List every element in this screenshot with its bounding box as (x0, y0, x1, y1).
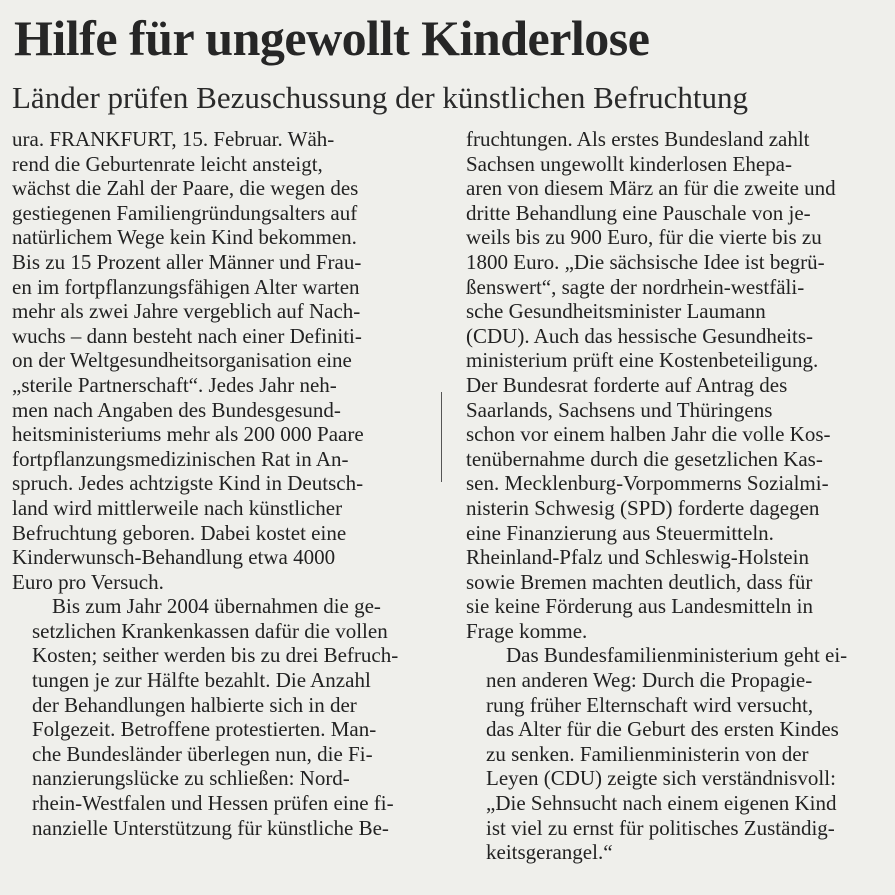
text-line: das Alter für die Geburt des ersten Kindes (486, 717, 839, 742)
text-line: Folgezeit. Betroffene protestierten. Man- (32, 717, 377, 742)
text-line: weils bis zu 900 Euro, für die vierte bis zu (466, 225, 822, 250)
text-line: schon vor einem halben Jahr die volle Kos- (466, 422, 831, 447)
column-rule (441, 392, 442, 482)
text-line: zu senken. Familienministerin von der (486, 741, 809, 766)
text-line: Frage komme. (466, 618, 588, 643)
subheadline: Länder prüfen Bezuschussung der künstlichen Befruchtung (12, 80, 749, 115)
text-line: ist viel zu ernst für politisches Zuständig- (486, 815, 835, 840)
text-line: dritte Behandlung eine Pauschale von je- (466, 200, 811, 225)
text-line: eine Finanzierung aus Steuermitteln. (466, 520, 774, 545)
text-line: heitsministeriums mehr als 200 000 Paare (12, 422, 364, 447)
text-line: natürlichem Wege kein Kind bekommen. (12, 225, 357, 250)
text-line: Der Bundesrat forderte auf Antrag des (466, 372, 788, 397)
text-line: ßenswert“, sagte der nordrhein-westfäli- (466, 274, 805, 299)
text-line: nanzielle Unterstützung für künstliche Be- (32, 815, 389, 840)
text-line: rhein-Westfalen und Hessen prüfen eine fi- (32, 791, 394, 816)
text-line: sie keine Förderung aus Landesmitteln in (466, 594, 814, 619)
text-line: Befruchtung geboren. Dabei kostet eine (12, 520, 347, 545)
text-line: sche Gesundheitsminister Laumann (466, 299, 766, 324)
text-line: Rheinland-Pfalz und Schleswig-Holstein (466, 545, 809, 570)
text-line: mehr als zwei Jahre vergeblich auf Nach- (12, 299, 361, 324)
text-line: „Die Sehnsucht nach einem eigenen Kind (486, 791, 837, 816)
text-line: land wird mittlerweile nach künstlicher (12, 495, 343, 520)
text-line: tungen je zur Hälfte bezahlt. Die Anzahl (32, 668, 371, 693)
article-paragraph (466, 127, 886, 643)
text-line: on der Weltgesundheitsorganisation eine (12, 348, 352, 373)
text-line: 1800 Euro. „Die sächsische Idee ist begrü- (466, 249, 825, 274)
text-line: sen. Mecklenburg-Vorpommerns Sozialmi- (466, 471, 829, 496)
text-line: Euro pro Versuch. (12, 569, 164, 594)
text-line: (CDU). Auch das hessische Gesundheits- (466, 323, 814, 348)
text-line: Sachsen ungewollt kinderlosen Ehepa- (466, 151, 792, 176)
text-line: nen anderen Weg: Durch die Propagie- (486, 668, 813, 693)
text-line: der Behandlungen halbierte sich in der (32, 692, 357, 717)
text-line: Kosten; seither werden bis zu drei Befruch- (32, 643, 399, 668)
text-line: „sterile Partnerschaft“. Jedes Jahr neh- (12, 372, 337, 397)
text-line: Kinderwunsch-Behandlung etwa 4000 (12, 545, 336, 570)
text-line: tenübernahme durch die gesetzlichen Kas- (466, 446, 823, 471)
text-line: en im fortpflanzungsfähigen Alter warten (12, 274, 360, 299)
text-line: wächst die Zahl der Paare, die wegen des (12, 176, 359, 201)
article-paragraph (12, 594, 437, 840)
text-line: men nach Angaben des Bundesgesund- (12, 397, 341, 422)
text-line: Saarlands, Sachsens und Thüringens (466, 397, 773, 422)
article-column-left (12, 127, 437, 840)
text-line: aren von diesem März an für die zweite und (466, 176, 836, 201)
text-line: rung früher Elternschaft wird versucht, (486, 692, 814, 717)
text-line: setzlichen Krankenkassen dafür die vollen (32, 618, 388, 643)
article-column-right (466, 127, 886, 865)
text-line: Bis zum Jahr 2004 übernahmen die ge- (52, 594, 381, 619)
text-line: gestiegenen Familiengründungsalters auf (12, 200, 358, 225)
headline: Hilfe für ungewollt Kinderlose (14, 10, 650, 66)
text-line: ura. FRANKFURT, 15. Februar. Wäh- (12, 127, 335, 151)
text-line: fortpflanzungsmedizinischen Rat in An- (12, 446, 349, 471)
text-line: rend die Geburtenrate leicht ansteigt, (12, 151, 323, 176)
text-line: ministerium prüft eine Kostenbeteiligung. (466, 348, 819, 373)
text-line: wuchs – dann besteht nach einer Definiti- (12, 323, 362, 348)
text-line: fruchtungen. Als erstes Bundesland zahlt (466, 127, 810, 151)
text-line: Das Bundesfamilienministerium geht ei- (506, 643, 848, 668)
text-line: keitsgerangel.“ (486, 840, 613, 865)
text-line: nanzierungslücke zu schließen: Nord- (32, 766, 350, 791)
text-line: che Bundesländer überlegen nun, die Fi- (32, 741, 373, 766)
text-line: Bis zu 15 Prozent aller Männer und Frau- (12, 249, 362, 274)
text-line: spruch. Jedes achtzigste Kind in Deutsch- (12, 471, 364, 496)
article-paragraph (466, 643, 886, 864)
text-line: sowie Bremen machten deutlich, dass für (466, 569, 813, 594)
article-paragraph (12, 127, 437, 594)
text-line: nisterin Schwesig (SPD) forderte dagegen (466, 495, 820, 520)
text-line: Leyen (CDU) zeigte sich verständnisvoll: (486, 766, 836, 791)
